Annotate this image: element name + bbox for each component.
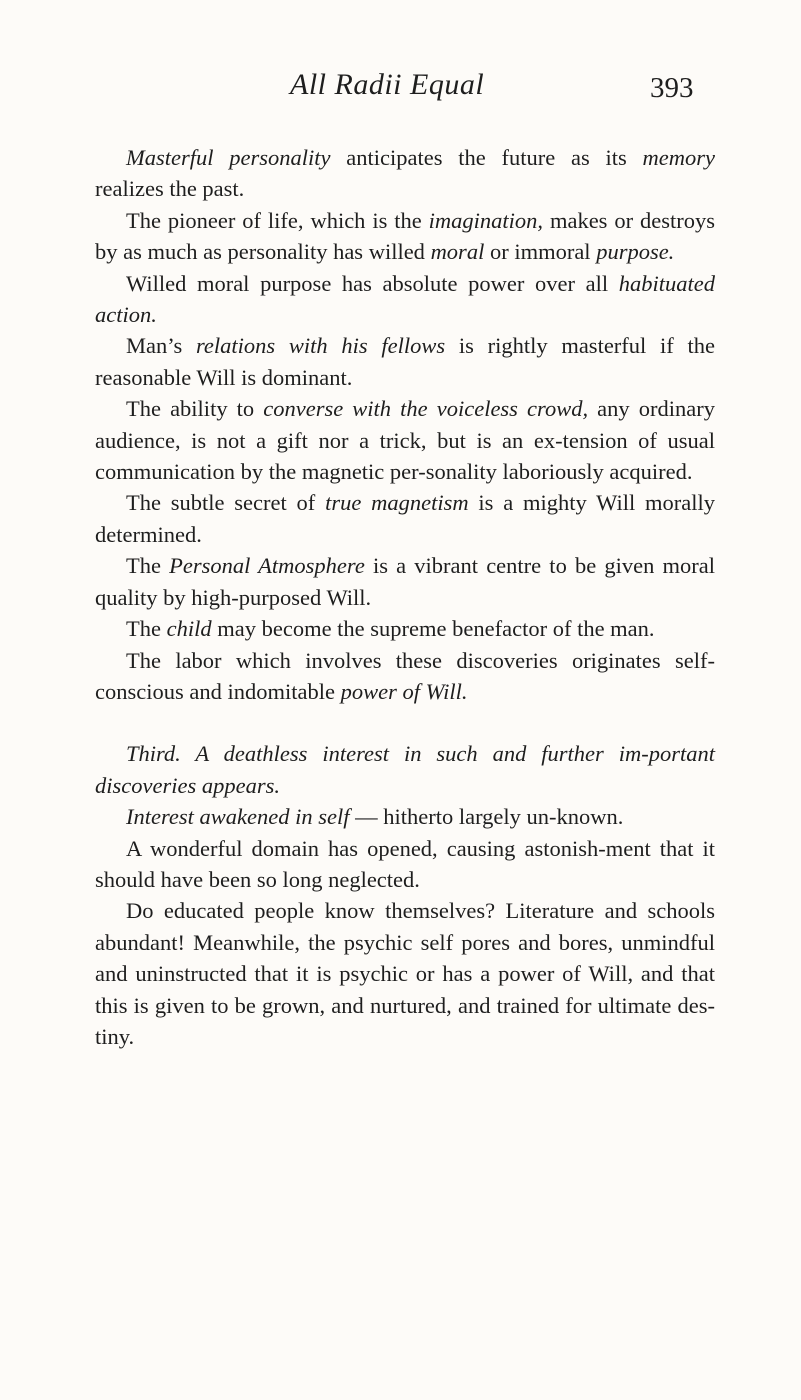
paragraph: [95, 487, 715, 550]
italic-text: habituated action.: [95, 270, 715, 328]
italic-text: true magnetism: [325, 490, 469, 516]
paragraph: [95, 645, 715, 708]
paragraph: [95, 142, 715, 205]
text-run: Willed moral purpose has absolute power over all: [126, 270, 619, 296]
text-run: or immoral: [484, 239, 597, 265]
text-run: may become the supreme benefactor of the man.: [211, 616, 655, 642]
text-run: anticipates the future as its: [330, 145, 643, 170]
paragraph: [95, 205, 715, 268]
text-run: makes or destroys by as much as personality has willed: [95, 207, 715, 265]
text-run: — hitherto largely un-known.: [349, 804, 624, 830]
text-run: any ordinary audience, is not a gift nor a trick, but is an ex-tension of usual communication by the magnetic per-sonality laboriously acquired.: [95, 396, 715, 485]
page-header: [0, 68, 801, 118]
running-head: All Radii Equal: [290, 68, 485, 101]
body-text: [95, 142, 715, 1052]
italic-text: Third. A deathless interest in such and further im-portant discoveries appears.: [95, 741, 715, 798]
paragraph: [95, 393, 715, 487]
text-run: The subtle secret of: [126, 490, 326, 516]
text-run: is a vibrant centre to be given moral quality by high-purposed Will.: [95, 553, 716, 610]
paragraph: [95, 268, 715, 331]
italic-text: moral: [430, 239, 485, 265]
text-run: is a mighty Will morally determined.: [95, 490, 715, 547]
text-run: The ability to: [126, 396, 264, 422]
section-gap: [95, 707, 715, 738]
text-run: The: [126, 553, 170, 579]
text-run: realizes the past.: [95, 176, 245, 202]
italic-text: Interest awakened in self: [126, 804, 350, 830]
text-run: The: [126, 616, 167, 642]
italic-text: child: [166, 616, 212, 642]
italic-text: relations with his fellows: [195, 333, 446, 359]
text-run: The labor which involves these discoveries originates self-conscious and indomitable: [95, 647, 715, 704]
text-run: Do educated people know themselves? Literature and schools abundant! Meanwhile, the psychic self pores and bores, unmindful and uninstructed that it is psychic or has a power of Will, and that this is given to be grown, and nurtured, and trained for ultimate des-tiny.: [95, 898, 715, 1049]
paragraph: [95, 550, 715, 613]
paragraph: [95, 738, 715, 801]
text-run: Man’s: [126, 333, 196, 359]
paragraph: [95, 801, 715, 832]
italic-text: purpose.: [596, 239, 675, 265]
italic-text: Personal Atmosphere: [169, 553, 365, 579]
italic-text: imagination,: [428, 207, 544, 233]
text-run: A wonderful domain has opened, causing astonish-ment that it should have been so long neglected.: [95, 835, 715, 892]
paragraph: [95, 330, 715, 393]
text-run: is rightly masterful if the reasonable Will is dominant.: [95, 333, 715, 390]
paragraph: [95, 833, 715, 896]
paragraph: [95, 613, 715, 644]
text-run: The pioneer of life, which is the: [126, 207, 429, 233]
paragraph: [95, 895, 715, 1052]
italic-text: memory: [642, 145, 715, 170]
italic-text: power of Will.: [340, 678, 468, 704]
italic-text: Masterful personality: [126, 145, 331, 170]
italic-text: converse with the voiceless crowd,: [263, 396, 589, 422]
page-number: 393: [650, 72, 694, 104]
